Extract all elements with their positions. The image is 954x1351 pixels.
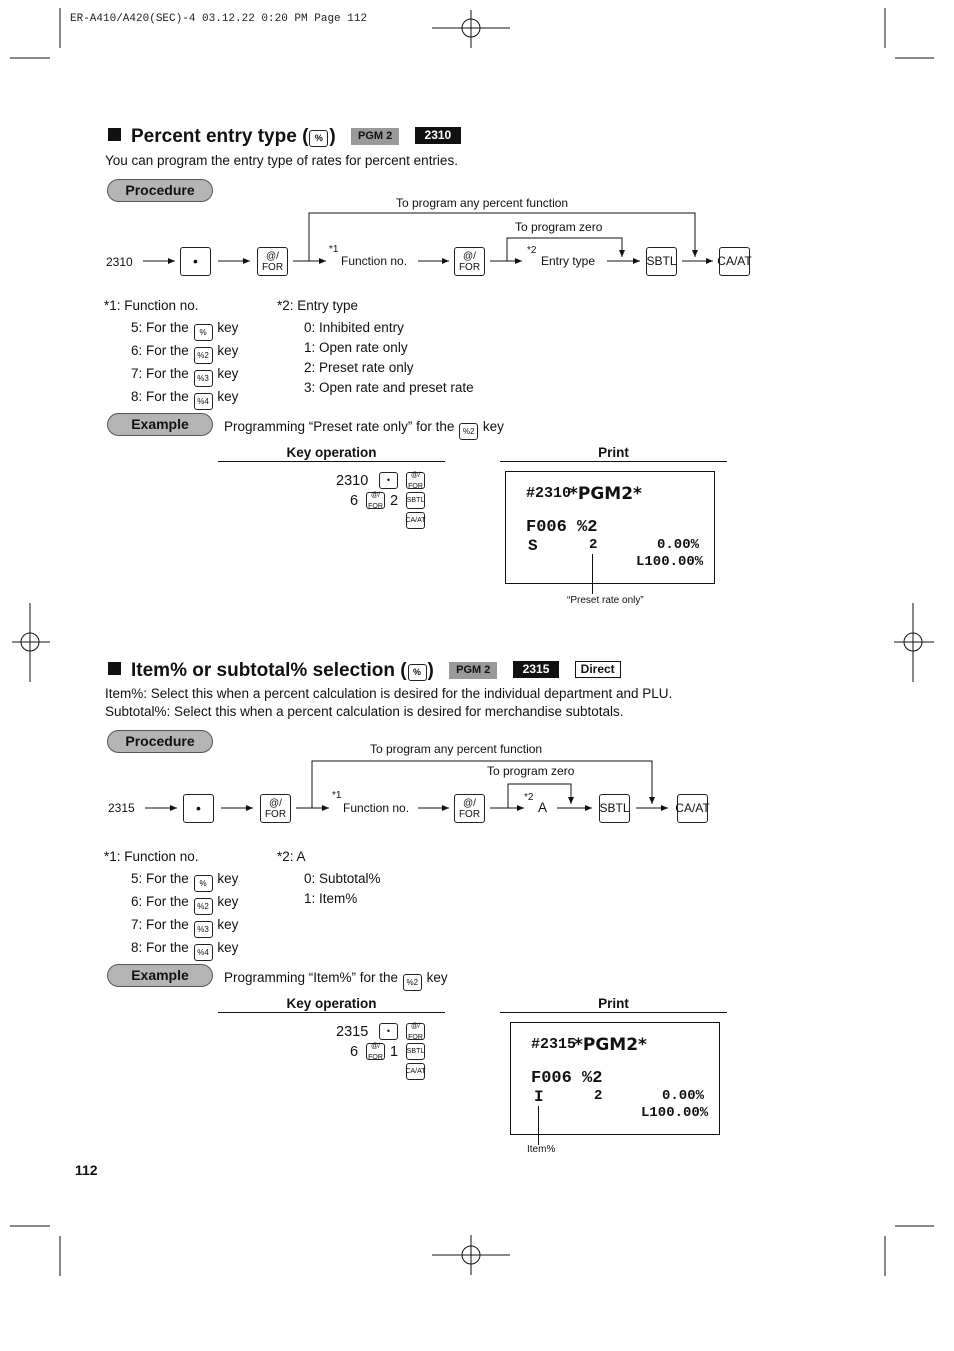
list-item: 1: Item% — [304, 891, 358, 906]
flow-label-program-zero: To program zero — [487, 764, 575, 778]
flow-start-code: 2310 — [106, 255, 133, 269]
keyop-entry-value: 2 — [390, 493, 399, 509]
page-number: 112 — [75, 1162, 98, 1178]
receipt-type-letter: I — [534, 1088, 544, 1106]
flow-function-no: Function no. — [341, 254, 408, 268]
receipt-type-value: 2 — [594, 1088, 603, 1104]
section-intro-item: Item%: Select this when a percent calculation is desired for the individual department and PLU. — [105, 686, 673, 701]
note-marker-1: *1 — [329, 244, 339, 255]
pgm2-badge: PGM 2 — [449, 662, 497, 679]
percent4-key-icon: %4 — [194, 393, 213, 410]
sbtl-key[interactable]: SBTL — [599, 794, 630, 823]
job-code-badge: 2315 — [513, 661, 560, 678]
pgm2-badge: PGM 2 — [351, 128, 399, 145]
receipt-type-value: 2 — [589, 537, 598, 553]
keyop-code: 2315 — [336, 1024, 369, 1040]
list-item: 1: Open rate only — [304, 340, 408, 355]
list-item: 6: For the %2 key — [131, 892, 238, 915]
keyop-function-no: 6 — [350, 1044, 359, 1060]
at-for-key[interactable]: @/ FOR — [406, 472, 425, 489]
print-heading: Print — [598, 996, 629, 1011]
print-heading: Print — [598, 445, 629, 460]
notes1-list — [131, 869, 238, 961]
sbtl-key[interactable]: SBTL — [406, 1043, 425, 1060]
key-operation-heading: Key operation — [286, 996, 377, 1011]
receipt-caption: “Preset rate only” — [567, 595, 644, 606]
flow-entry-type: Entry type — [541, 254, 596, 268]
sbtl-key[interactable]: SBTL — [646, 247, 677, 276]
receipt-job-code: #2310 — [526, 485, 572, 502]
caat-key[interactable]: CA/AT — [719, 247, 750, 276]
caat-key[interactable]: CA/AT — [406, 1063, 425, 1080]
receipt-function: F006 %2 — [531, 1069, 603, 1088]
callout-line — [538, 1106, 539, 1145]
notes2-heading: *2: A — [277, 849, 306, 864]
receipt-function: F006 %2 — [526, 518, 598, 537]
section-intro-subtotal: Subtotal%: Select this when a percent calculation is desired for merchandise subtotals. — [105, 704, 624, 719]
note-marker-2: *2 — [527, 245, 537, 256]
at-for-key[interactable]: @/ FOR — [366, 492, 385, 509]
list-item: 5: For the % key — [131, 869, 238, 892]
percent-key-icon: % — [194, 875, 213, 892]
print-metadata: ER-A410/A420(SEC)-4 03.12.22 0:20 PM Page 112 — [70, 13, 368, 25]
flow-label-program-zero: To program zero — [515, 220, 603, 234]
notes1-heading: *1: Function no. — [104, 298, 199, 313]
dot-key[interactable]: • — [183, 794, 214, 823]
keyop-entry-value: 1 — [390, 1044, 399, 1060]
list-item: 0: Subtotal% — [304, 871, 381, 886]
dot-key[interactable]: • — [379, 1023, 398, 1040]
dot-key[interactable]: • — [379, 472, 398, 489]
receipt-rate: 0.00% — [657, 537, 700, 553]
notes2-list — [304, 869, 381, 909]
section-title-item-subtotal-selection: Item% or subtotal% selection ( % ) PGM 2 2315 Direct — [108, 660, 621, 682]
divider — [218, 1012, 445, 1013]
note-marker-1: *1 — [332, 790, 342, 801]
receipt-rate: 0.00% — [662, 1088, 705, 1104]
percent2-key-icon: %2 — [194, 347, 213, 364]
example-label: Example — [107, 964, 213, 987]
percent3-key-icon: %3 — [194, 921, 213, 938]
at-for-key-2[interactable]: @/ FOR — [454, 794, 485, 823]
sbtl-key[interactable]: SBTL — [406, 492, 425, 509]
flow-start-code: 2315 — [108, 801, 135, 815]
example-label: Example — [107, 413, 213, 436]
flow-function-no: Function no. — [343, 801, 410, 815]
list-item: 6: For the %2 key — [131, 341, 238, 364]
note-marker-2: *2 — [524, 792, 534, 803]
divider — [500, 1012, 727, 1013]
list-item: 8: For the %4 key — [131, 938, 238, 961]
percent-key-icon: % — [309, 130, 328, 147]
percent-key-icon: % — [194, 324, 213, 341]
receipt-limit: L100.00% — [641, 1105, 709, 1121]
receipt-mode: *PGM2* — [569, 484, 642, 504]
receipt-limit: L100.00% — [636, 554, 704, 570]
notes2-heading: *2: Entry type — [277, 298, 359, 313]
flow-entry-a: A — [538, 800, 548, 815]
list-item: 7: For the %3 key — [131, 915, 238, 938]
list-item: 3: Open rate and preset rate — [304, 380, 474, 395]
receipt-type-letter: S — [528, 537, 538, 555]
keyop-function-no: 6 — [350, 493, 359, 509]
flow-label-any-function: To program any percent function — [396, 196, 569, 210]
at-for-key[interactable]: @/ FOR — [366, 1043, 385, 1060]
section-intro: You can program the entry type of rates for percent entries. — [105, 153, 458, 168]
percent2-key-icon: %2 — [194, 898, 213, 915]
flow-label-any-function: To program any percent function — [370, 742, 543, 756]
list-item: 5: For the % key — [131, 318, 238, 341]
at-for-key[interactable]: @/ FOR — [406, 1023, 425, 1040]
procedure-label: Procedure — [107, 730, 213, 753]
key-operation-heading: Key operation — [286, 445, 377, 460]
percent-key-icon: % — [408, 664, 427, 681]
at-for-key[interactable]: @/ FOR — [257, 247, 288, 276]
notes1-heading: *1: Function no. — [104, 849, 199, 864]
job-code-badge: 2310 — [415, 127, 462, 144]
section-title-percent-entry-type: Percent entry type ( % ) PGM 2 2310 — [108, 126, 461, 148]
list-item: 7: For the %3 key — [131, 364, 238, 387]
at-for-key-2[interactable]: @/ FOR — [454, 247, 485, 276]
percent4-key-icon: %4 — [194, 944, 213, 961]
list-item: 2: Preset rate only — [304, 360, 414, 375]
caat-key[interactable]: CA/AT — [406, 512, 425, 529]
example-description: Programming “Item%” for the %2 key — [224, 970, 448, 991]
percent2-key-icon: %2 — [403, 974, 422, 991]
receipt-caption: Item% — [527, 1144, 556, 1155]
receipt-mode: *PGM2* — [574, 1035, 647, 1055]
list-item: 8: For the %4 key — [131, 387, 238, 410]
direct-badge: Direct — [575, 661, 621, 678]
dot-key[interactable]: • — [180, 247, 211, 276]
receipt-job-code: #2315 — [531, 1036, 577, 1053]
list-item: 0: Inhibited entry — [304, 320, 404, 335]
keyop-code: 2310 — [336, 473, 369, 489]
caat-key[interactable]: CA/AT — [677, 794, 708, 823]
at-for-key[interactable]: @/ FOR — [260, 794, 291, 823]
example-description: Programming “Preset rate only” for the %2 key — [224, 419, 504, 440]
percent3-key-icon: %3 — [194, 370, 213, 387]
percent2-key-icon: %2 — [459, 423, 478, 440]
procedure-label: Procedure — [107, 179, 213, 202]
